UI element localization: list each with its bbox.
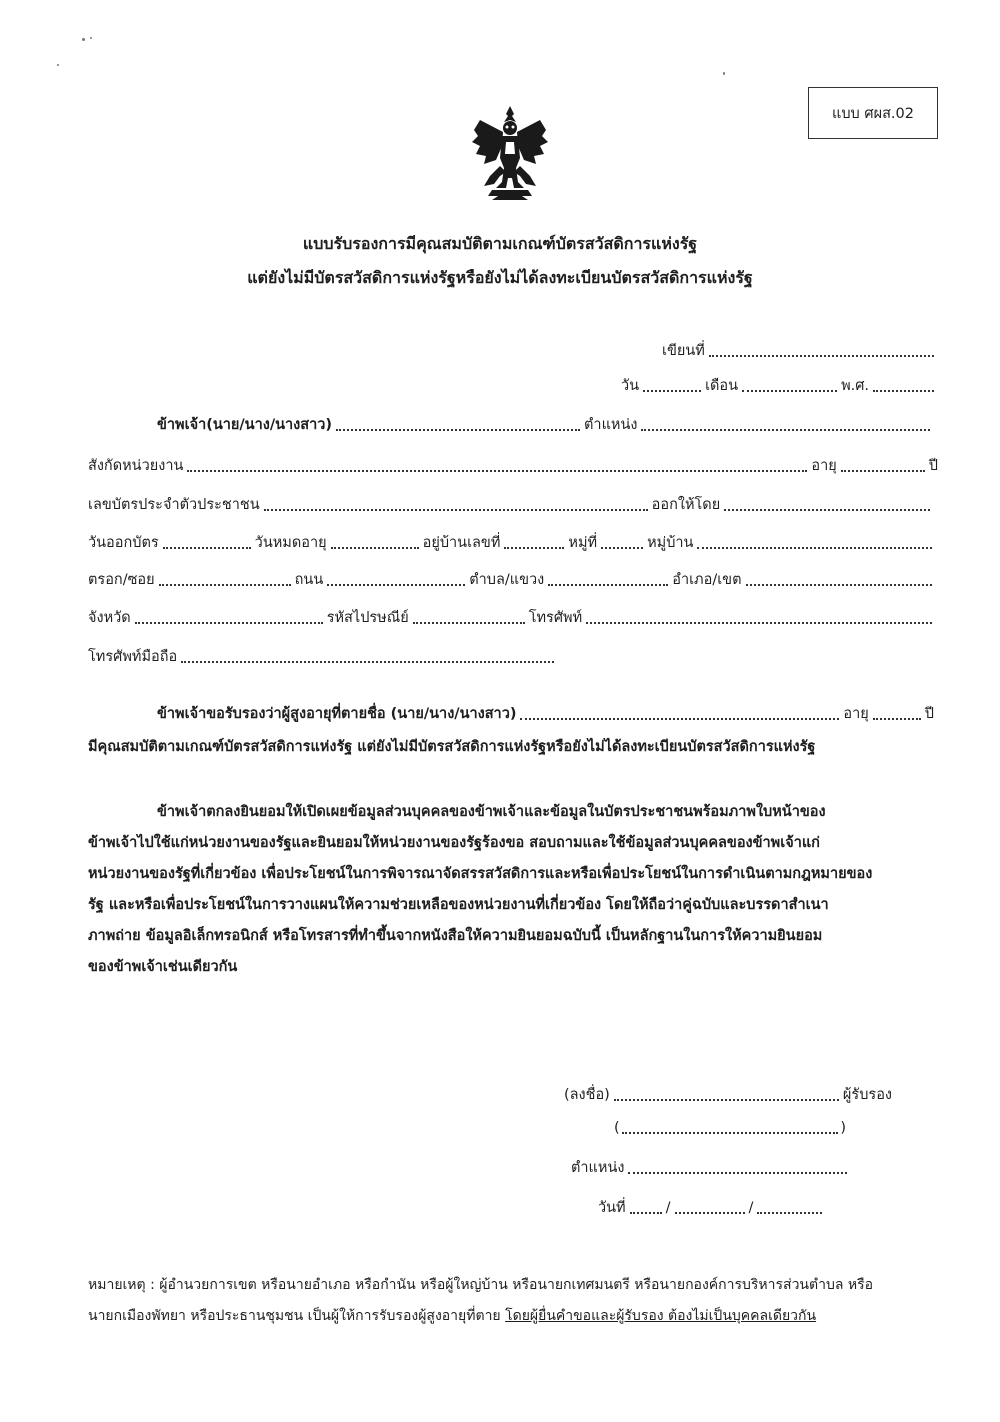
title-line-1: แบบรับรองการมีคุณสมบัติตามเกณฑ์บัตรสวัสดิการแห่งรัฐ <box>302 234 698 253</box>
issued-by-field[interactable] <box>724 509 930 511</box>
province-label: จังหวัด <box>88 610 131 626</box>
certify-age-label: อายุ <box>843 706 869 722</box>
open-paren: ( <box>614 1120 620 1136</box>
name-row <box>157 415 934 435</box>
subdistrict-field[interactable] <box>548 584 668 586</box>
postcode-label: รหัสไปรษณีย์ <box>326 610 409 626</box>
sign-label: (ลงชื่อ) <box>564 1087 610 1103</box>
scan-speck <box>57 64 59 66</box>
i-name-field[interactable] <box>336 429 580 431</box>
position-field[interactable] <box>641 429 930 431</box>
mobile-row <box>88 647 558 667</box>
signer-month-field[interactable] <box>675 1212 745 1214</box>
subdistrict-label: ตำบล/แขวง <box>469 572 545 588</box>
date-slash: / <box>665 1200 671 1216</box>
signature-field[interactable] <box>614 1099 839 1101</box>
house-no-field[interactable] <box>504 547 564 549</box>
signature-row <box>564 1085 892 1105</box>
road-field[interactable] <box>327 584 465 586</box>
signer-day-field[interactable] <box>630 1212 662 1214</box>
date-row <box>621 376 938 396</box>
signer-position-row <box>571 1158 851 1178</box>
house-no-label: อยู่บ้านเลขที่ <box>422 535 501 551</box>
scan-speck <box>90 37 92 39</box>
id-row <box>88 495 934 515</box>
written-at-field[interactable] <box>709 355 934 357</box>
signer-year-field[interactable] <box>757 1212 822 1214</box>
day-label: วัน <box>621 378 640 394</box>
note-line-1: หมายเหตุ : ผู้อำนวยการเขต หรือนายอำเภอ หรือกำนัน หรือผู้ใหญ่บ้าน หรือนายกเทศมนตรี หรือนายกองค์การบริหารส่วนตำบล หรือ <box>88 1277 874 1293</box>
written-at-label: เขียนที่ <box>662 343 705 359</box>
phone-field[interactable] <box>586 622 932 624</box>
agency-row <box>88 456 938 476</box>
agency-label: สังกัดหน่วยงาน <box>88 458 184 474</box>
village-field[interactable] <box>697 547 932 549</box>
moo-field[interactable] <box>601 547 643 549</box>
moo-label: หมู่ที่ <box>568 535 598 551</box>
district-field[interactable] <box>746 584 933 586</box>
consent-line: ภาพถ่าย ข้อมูลอิเล็กทรอนิกส์ หรือโทรสารที่ทำขึ้นจากหนังสือให้ความยินยอมฉบับนี้ เป็นหลักฐานในการให้ความยินยอม <box>88 928 823 944</box>
age-field[interactable] <box>841 470 925 472</box>
certifier-label: ผู้รับรอง <box>842 1087 892 1103</box>
id-card-label: เลขบัตรประจำตัวประชาชน <box>88 497 260 513</box>
note-line-2-underlined: โดยผู้ยื่นคำขอและผู้รับรอง ต้องไม่เป็นบุคคลเดียวกัน <box>505 1308 817 1324</box>
day-field[interactable] <box>643 390 701 392</box>
month-label: เดือน <box>705 378 739 394</box>
address-row-3 <box>88 608 936 628</box>
road-label: ถนน <box>294 572 324 588</box>
id-card-field[interactable] <box>264 509 648 511</box>
mobile-field[interactable] <box>181 661 554 663</box>
i-name-label: ข้าพเจ้า(นาย/นาง/นางสาว) <box>157 417 333 433</box>
address-row-2 <box>88 570 936 590</box>
year-label: พ.ศ. <box>841 378 870 394</box>
postcode-field[interactable] <box>413 622 525 624</box>
years-label: ปี <box>928 458 938 474</box>
printed-name-row <box>614 1118 846 1138</box>
close-paren: ) <box>840 1120 846 1136</box>
written-at-row <box>662 341 938 361</box>
signer-date-row <box>598 1198 826 1218</box>
position-label: ตำแหน่ง <box>584 417 638 433</box>
consent-line: หน่วยงานของรัฐที่เกี่ยวข้อง เพื่อประโยชน์ในการพิจารณาจัดสรรสวัสดิการและหรือเพื่อประโยชน์ในการดำเนินตามกฎหมายของ <box>88 866 873 882</box>
certify-lead: ข้าพเจ้าขอรับรองว่าผู้สูงอายุที่ตายชื่อ (นาย/นาง/นางสาว) <box>157 706 517 722</box>
deceased-name-field[interactable] <box>520 718 839 720</box>
expiry-date-label: วันหมดอายุ <box>254 535 327 551</box>
address-row-1 <box>88 533 936 553</box>
certify-row <box>157 704 934 724</box>
consent-line: ข้าพเจ้าไปใช้แก่หน่วยงานของรัฐและยินยอมให้หน่วยงานของรัฐร้องขอ สอบถามและใช้ข้อมูลส่วนบุคคลของข้าพเจ้าแก่ <box>88 835 820 851</box>
scan-speck <box>82 38 85 41</box>
scan-speck <box>723 72 725 75</box>
form-code: แบบ ศผส.02 <box>832 105 914 122</box>
title-line-2: แต่ยังไม่มีบัตรสวัสดิการแห่งรัฐหรือยังไม่ได้ลงทะเบียนบัตรสวัสดิการแห่งรัฐ <box>247 268 753 287</box>
province-field[interactable] <box>135 622 323 624</box>
consent-line: ของข้าพเจ้าเช่นเดียวกัน <box>88 959 238 975</box>
issued-by-label: ออกให้โดย <box>651 497 721 513</box>
issue-date-field[interactable] <box>163 547 251 549</box>
certify-line-2: มีคุณสมบัติตามเกณฑ์บัตรสวัสดิการแห่งรัฐ แต่ยังไม่มีบัตรสวัสดิการแห่งรัฐหรือยังไม่ได้ลงทะเบียนบัตรสวัสดิการแห่งรัฐ <box>88 739 816 755</box>
age-label: อายุ <box>811 458 837 474</box>
alley-field[interactable] <box>159 584 291 586</box>
agency-field[interactable] <box>187 470 807 472</box>
consent-line: รัฐ และหรือเพื่อประโยชน์ในการวางแผนให้ความช่วยเหลือของหน่วยงานที่เกี่ยวข้อง โดยให้ถือว่าคู่ฉบับและบรรดาสำเนา <box>88 897 829 913</box>
village-label: หมู่บ้าน <box>647 535 694 551</box>
month-field[interactable] <box>742 390 837 392</box>
date-slash: / <box>748 1200 754 1216</box>
garuda-emblem-icon <box>470 102 550 202</box>
signer-date-label: วันที่ <box>598 1200 626 1216</box>
issue-date-label: วันออกบัตร <box>88 535 159 551</box>
printed-name-field[interactable] <box>622 1132 839 1134</box>
signer-position-label: ตำแหน่ง <box>571 1160 625 1176</box>
consent-line: ข้าพเจ้าตกลงยินยอมให้เปิดเผยข้อมูลส่วนบุคคลของข้าพเจ้าและข้อมูลในบัตรประชาชนพร้อมภาพใบหน้าของ <box>157 804 826 820</box>
signer-position-field[interactable] <box>628 1172 847 1174</box>
form-code-box <box>808 87 938 139</box>
expiry-date-field[interactable] <box>331 547 419 549</box>
phone-label: โทรศัพท์ <box>528 610 583 626</box>
note-line-2-plain: นายกเมืองพัทยา หรือประธานชุมชน เป็นผู้ให้การรับรองผู้สูงอายุที่ตาย <box>88 1308 506 1324</box>
alley-label: ตรอก/ซอย <box>88 572 155 588</box>
year-field[interactable] <box>873 390 934 392</box>
deceased-age-field[interactable] <box>873 718 921 720</box>
mobile-label: โทรศัพท์มือถือ <box>88 649 178 665</box>
certify-years-label: ปี <box>924 706 934 722</box>
district-label: อำเภอ/เขต <box>672 572 742 588</box>
note-line-2 <box>88 1306 816 1326</box>
